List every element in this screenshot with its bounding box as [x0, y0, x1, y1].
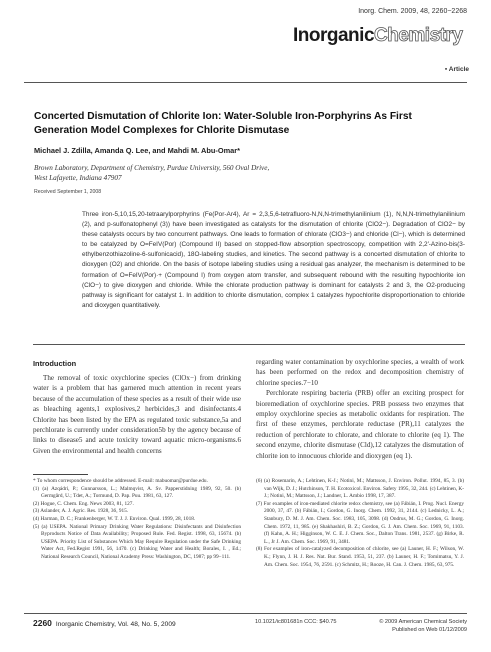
page-footer-left [33, 618, 176, 628]
body-paragraph: The removal of toxic oxychlorine species (ClOx−) from drinking water is a problem that has garnered much attention in recent years because of the accumulation of these species as a result of their wide use as bleaching agents,1 explosives,2 herbicides,3 and disinfectants.4 Chlorite has been listed by the EPA as regulated toxic substance,5a and perchlorate is currently under consideration5b by the agency because of links to disease5 and acute toxicity toward aquatic micro-organisms.6 Given the environmental and health concerns [33, 374, 241, 455]
footnote: (5) (a) USEPA. National Primary Drinking Water Regulations: Disinfectants and Disinfection Byproducts Notice of Data Availability; Proposed Rule. Fed. Regist. 1998, 63, 15674. (b) USEPA. Priority List of Substances Which May Require Regulation under the Safe Drinking Water Act, Fed.Regist 1991, 56, 1470. (c) Drinking Water and Health; Borales, I. , Ed.; National Research Council, National Academy Press: Washington, DC, 1987; pp 99−111. [33, 523, 241, 560]
footnote: (8) For examples of iron-catalyzed decomposition of chlorite, see (a) Launer, H. F.; Wilson, W. K.; Flynn, J. H. J. Res. Nat. Bur. Stand. 1953, 51, 237. (b) Launer, H. F.; Tomimatsu, Y. J. Am. Chem. Soc. 1954, 76, 2591. (c) Schmitz, H.; Rooze, H. Can. J. Chem. 1985, 63, 975. [256, 546, 464, 568]
received-date: Received September 1, 2008 [34, 189, 102, 195]
affiliation-line: West Lafayette, Indiana 47907 [34, 174, 122, 182]
publication-date: Published on Web 01/12/2009 [392, 627, 467, 633]
author-affiliation [34, 163, 414, 183]
logo-word-inorganic: Inorganic [293, 25, 375, 46]
footnote: (3) Aslander, A. J. Agric. Res. 1928, 36, 915. [33, 508, 129, 515]
journal-issue: Inorganic Chemistry, Vol. 48, No. 5, 2009 [55, 621, 176, 628]
footnotes-right [256, 478, 464, 569]
body-paragraph: regarding water contamination by oxychlorine species, a wealth of work has been performed on the redox and decomposition chemistry of chlorine species.7−10 [256, 358, 464, 387]
body-paragraph: Perchlorate respiring bacteria (PRB) offer an exciting prospect for bioremediation of oxychlorine species. PRB possess two enzymes that employ oxychlorine species as metabolic oxidants for respiration. The first of these enzymes, perchlorate reductase (PR),11 catalyzes the reduction of perchlorate to chlorate, and chlorate to chlorite (eq 1). The second enzyme, chlorite dismutase (Cld),12 catalyzes the dismutation of chlorite ion to innocuous chloride and dioxygen (eq 1). [256, 389, 464, 460]
journal-citation: Inorg. Chem. 2009, 48, 2260−2268 [358, 8, 467, 15]
doi: 10.1021/ic801681n CCC: $40.75 [255, 619, 337, 625]
footnote: (4) Harman, D. C.; Frankenberger, W. T. J. J. Environ. Qual. 1999, 28, 1018. [33, 515, 196, 522]
journal-logo-wordmark [293, 25, 469, 47]
footer-rule [24, 613, 467, 614]
footnote: (1) (a) Azqádri, P.; Gunnarsson, L.; Malmqvist, A. Sv. Papperstidning 1989, 92, 50. (b) Germgård, U.; Tdet, A.; Tormund, D. Pap. Puu. 1981, 63, 127. [33, 485, 241, 500]
article-type-separator-icon: ▪ [444, 66, 449, 73]
copyright: © 2009 American Chemical Society [379, 619, 467, 625]
abstract-rule [33, 344, 465, 345]
section-heading-introduction: Introduction [33, 359, 77, 368]
footnote: (6) (a) Rosemarin, A.; Lehtinen, K-J.; Notini, M.; Mattsson, J. Environ. Pollut. 1994, 85, 3. (b) van Wijk, D. J.; Hutchinson, T. H. Ecotoxicol. Environ. Safety 1995, 32, 244. (c) Lehtinen, K-J.; Notini, M.; Mattsson, J.; Landner, L. Ambio 1998, 17, 387. [256, 478, 464, 500]
footnote: (2) Hogue, C. Chem. Eng. News 2003, 81, 127. [33, 500, 134, 507]
article-title: Concerted Dismutation of Chlorite Ion: Water-Soluble Iron-Porphyrins As First Generation Model Complexes for Chlorite Dismutase [34, 111, 412, 136]
footnote: * To whom correspondence should be addressed. E-mail: mabuomar@purdue.edu. [33, 478, 208, 484]
logo-word-chemistry: Chemistry [374, 25, 463, 46]
abstract: Three iron-5,10,15,20-tetraarylporphyrins (Fe(Por-Ar4), Ar = 2,3,5,6-tetrafluoro-N,N,N-trimethylanilinium (1), N,N,N-trimethylanilinium (2), and p-sulfonatophenyl (3)) have been investigated as catalysts for the dismutation of chlorite (ClO2−). Degradation of ClO2− by these catalysts occurs by two concurrent pathways. One leads to formation of chlorate (ClO3−) and chloride (Cl−), which is determined to be catalyzed by O=FeIV(Por) (Compound II) based on stopped-flow absorption spectroscopy, competition with 2,2′-Azino-bis(3-ethylbenzothiazoline-6-sulfonicacid), 18O-labeling studies, and kinetics. The second pathway is a concerted dismutation of chlorite to dioxygen (O2) and chloride. On the basis of isotope labeling studies using a residual gas analyzer, the mechanism is determined to be formation of O=FeIV(Por)·+ (Compound I) from oxygen atom transfer, and subsequent rebound with the resulting hypochlorite ion (ClO−) to give dioxygen and chloride. While the chlorate production pathway is dominant for catalysts 2 and 3, the O2-producing pathway is significant for catalyst 1. In addition to chlorite dismutation, complex 1 catalyzes hypochlorite disproportionation to chloride and dioxygen quantitatively. [82, 211, 465, 309]
left-column-text [33, 373, 241, 456]
article-type-label: ▪ Article [444, 66, 469, 73]
footnotes-left [33, 478, 241, 562]
footnote: (7) For examples of iron-mediated chlorite redox chemistry, see (a) Fábián, I. Prog. Nucl. Energy 2000, 37, 47. (b) Fábián, I.; Gordon, G. Inorg. Chem. 1992, 31, 2144. (c) Lednicky, L. A.; Stanbury, D. M. J. Am. Chem. Soc. 1983, 105, 3098. (d) Ondrus, M. G.; Gordon, G. Inorg. Chem. 1972, 11, 985. (e) Shakhashiri, B. Z.; Gordon, G. J. Am. Chem. Soc. 1969, 91, 1103. (f) Kahn, A. H.; Higginson, W. C. E. J. Chem. Soc., Dalton Trans. 1981, 2537. (g) Birke, R. L., Jr J. Am. Chem. Soc. 1969, 91, 3481. [256, 500, 464, 545]
footnote-rule [33, 474, 88, 475]
journal-logo [293, 25, 469, 61]
page-footer-right [255, 618, 467, 634]
affiliation-line: Brown Laboratory, Department of Chemistry, Purdue University, 560 Oval Drive, [34, 164, 270, 172]
page-number: 2260 [33, 618, 52, 628]
right-column-text [256, 357, 464, 461]
article-authors: Michael J. Zdilla, Amanda Q. Lee, and Mahdi M. Abu-Omar* [34, 146, 241, 155]
header-rule [24, 82, 467, 83]
